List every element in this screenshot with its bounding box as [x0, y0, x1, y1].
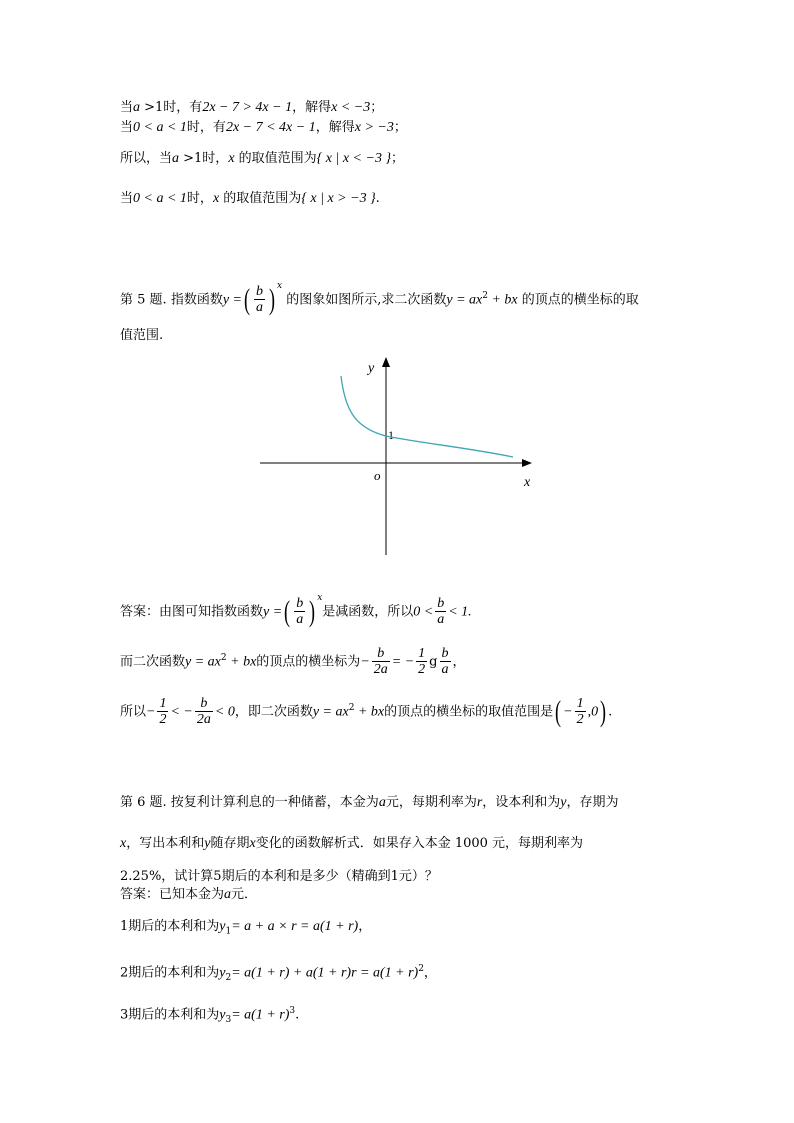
fraction — [254, 284, 265, 315]
text: 元，每期利率为 — [385, 795, 477, 810]
text: 第 6 题. 按复利计算利息的一种储蓄，本金为 — [120, 795, 379, 810]
condition: 0 < a < 1 — [133, 191, 187, 206]
set: { x | x < −3 } — [316, 151, 392, 166]
numerator: b — [256, 284, 263, 300]
answer-5-line-1 — [120, 588, 472, 632]
math: < 1. — [448, 604, 472, 620]
math-a: a — [224, 887, 232, 902]
text: . — [375, 191, 380, 206]
text: 的取值范围为 — [234, 151, 317, 166]
text: 而二次函数 — [120, 654, 186, 670]
text: ； — [391, 151, 405, 166]
text: 的顶点的横坐标的取 — [521, 292, 639, 308]
denominator: a — [437, 612, 445, 628]
left-paren: ( — [555, 694, 562, 728]
fraction — [157, 696, 168, 727]
text: . — [608, 704, 613, 720]
condition: 0 < a < 1 — [133, 120, 187, 135]
text: 随存期 — [210, 836, 250, 851]
text: 时， — [186, 191, 213, 206]
denominator: a — [296, 612, 304, 628]
numerator: 1 — [418, 646, 426, 662]
result: x < −3 — [331, 100, 371, 115]
text: ，写出本利和 — [126, 836, 205, 851]
exponent: 2 — [418, 964, 424, 974]
y-axis-label: y — [368, 361, 375, 376]
question-label: 第 5 题. — [120, 292, 167, 308]
math-a: a — [172, 151, 180, 166]
math-a: a — [378, 795, 386, 810]
exponent: x — [317, 593, 323, 603]
fraction — [440, 646, 451, 677]
right-paren: ) — [269, 282, 275, 316]
result: x > −3 — [354, 120, 394, 135]
text: ； — [393, 120, 407, 135]
solution-line-2 — [120, 119, 407, 137]
math-y: y — [219, 919, 226, 934]
math: y = ax — [185, 654, 221, 670]
left-paren: ( — [244, 282, 250, 316]
text: 的顶点的横坐标的取值范围是 — [384, 704, 554, 720]
right-paren: ) — [309, 594, 316, 628]
denominator: 2a — [373, 662, 388, 678]
formula: = a(1 + r) + a(1 + r)r = a(1 + r) — [231, 965, 419, 981]
math-y: y — [219, 965, 226, 981]
text: 当 — [120, 120, 134, 135]
exponent: x — [277, 281, 283, 291]
text: >1时，有 — [140, 100, 203, 115]
text: 的顶点的横坐标为 — [256, 654, 361, 670]
math-x: x — [120, 836, 127, 851]
y-intercept-label: 1 — [388, 428, 394, 442]
math: y = ax — [446, 292, 483, 308]
text: ，解得 — [315, 120, 355, 135]
text: 的取值范围为 — [219, 191, 302, 206]
solution-line-4 — [120, 190, 380, 208]
exponent: 2 — [348, 703, 355, 713]
math: + bx — [226, 654, 257, 670]
fraction — [195, 696, 213, 727]
text: ， — [358, 919, 372, 934]
text: 答案：已知本金为 — [120, 887, 225, 902]
numerator: b — [437, 596, 445, 612]
text: 指数函数 — [170, 292, 223, 308]
subscript: 1 — [225, 926, 232, 937]
fraction — [416, 646, 427, 677]
math: + bx — [487, 292, 518, 308]
text: 所以 — [120, 704, 147, 720]
text: 元． — [231, 887, 258, 902]
answer-6-line-1 — [120, 886, 257, 904]
y-axis-arrow — [382, 357, 390, 367]
numerator: b — [296, 596, 304, 612]
exponential-graph — [250, 350, 550, 565]
answer-5-line-3 — [120, 688, 612, 732]
x-axis-arrow — [522, 459, 532, 467]
text: ，设本利和为 — [482, 795, 561, 810]
math: + bx — [354, 704, 385, 720]
math: < − — [170, 704, 193, 720]
fraction — [575, 696, 586, 727]
numerator: 1 — [576, 696, 584, 712]
math: y = ax — [312, 704, 349, 720]
answer-6-line-3 — [120, 960, 437, 987]
solution-line-3 — [120, 150, 404, 168]
solution-line-1 — [120, 99, 383, 117]
text: 答案：由图可知指数函数 — [120, 604, 264, 620]
text: 值范围. — [120, 328, 164, 343]
math: − — [360, 654, 370, 670]
math: − — [563, 704, 573, 720]
text: ， — [452, 654, 466, 670]
fraction — [372, 646, 390, 677]
text: 是减函数，所以 — [322, 604, 414, 620]
subscript: 3 — [225, 1014, 232, 1025]
x-axis-label: x — [524, 475, 531, 490]
text: ， — [423, 965, 437, 981]
fraction — [294, 596, 305, 627]
exponent: 2 — [220, 653, 227, 663]
text: 2.25%，试计算5期后的本利和是多少（精确到1元）？ — [120, 869, 438, 884]
text: ，解得 — [292, 100, 332, 115]
question-5-line-2 — [120, 327, 163, 345]
exponent: 2 — [482, 291, 488, 301]
math: y = — [263, 604, 283, 620]
origin-label: o — [374, 468, 381, 483]
set: { x | x > −3 } — [301, 191, 376, 206]
math-y: y — [560, 795, 567, 810]
exponent: 3 — [289, 1006, 296, 1016]
numerator: b — [441, 646, 449, 662]
formula: = a + a × r = a(1 + r) — [231, 919, 359, 934]
math-x: x — [249, 836, 256, 851]
text: 的图象如图所示,求二次函数 — [286, 292, 447, 308]
numerator: b — [195, 696, 213, 712]
formula: = a(1 + r) — [231, 1007, 290, 1023]
text: 所以，当 — [120, 151, 173, 166]
answer-5-line-2 — [120, 638, 466, 682]
math-x: x — [228, 151, 235, 166]
math: − — [146, 704, 156, 720]
fraction — [435, 596, 446, 627]
math: ,0 — [587, 704, 599, 720]
math: y = — [222, 292, 242, 308]
question-6-line-1 — [120, 794, 619, 812]
math-y: y — [219, 1007, 226, 1023]
denominator: 2 — [159, 712, 167, 728]
question-6-line-3 — [120, 868, 438, 886]
question-5-line-1 — [120, 276, 639, 320]
answer-6-line-2 — [120, 918, 371, 941]
denominator: a — [256, 300, 263, 316]
text: 当 — [120, 100, 134, 115]
text: 3期后的本利和为 — [120, 1007, 220, 1023]
answer-6-line-4 — [120, 1002, 299, 1029]
text: ； — [370, 100, 384, 115]
math: = − — [391, 654, 415, 670]
text: 2期后的本利和为 — [120, 965, 220, 981]
math-a: a — [133, 100, 141, 115]
math: < 0 — [214, 704, 235, 720]
text: g — [429, 654, 438, 670]
text: ，即二次函数 — [234, 704, 313, 720]
math-x: x — [212, 191, 220, 206]
denominator: 2a — [196, 712, 211, 728]
denominator: a — [441, 662, 449, 678]
inequality: 2x − 7 > 4x − 1 — [202, 100, 293, 115]
text: 1期后的本利和为 — [120, 919, 220, 934]
subscript: 2 — [225, 972, 232, 983]
inequality: 2x − 7 < 4x − 1 — [225, 120, 316, 135]
numerator: 1 — [159, 696, 167, 712]
text: 变化的函数解析式．如果存入本金 1000 元，每期利率为 — [255, 836, 584, 851]
denominator: 2 — [576, 712, 584, 728]
text: 当 — [120, 191, 134, 206]
text: >1时， — [179, 151, 229, 166]
text: 时，有 — [186, 120, 226, 135]
right-paren: ) — [600, 694, 607, 728]
text: ，存期为 — [566, 795, 619, 810]
math-y: y — [204, 836, 211, 851]
math-r: r — [476, 795, 483, 810]
text: . — [295, 1007, 300, 1023]
math: 0 < — [413, 604, 434, 620]
left-paren: ( — [284, 594, 291, 628]
denominator: 2 — [418, 662, 426, 678]
question-6-line-2 — [120, 835, 583, 853]
numerator: b — [372, 646, 390, 662]
exponential-curve — [341, 376, 513, 457]
